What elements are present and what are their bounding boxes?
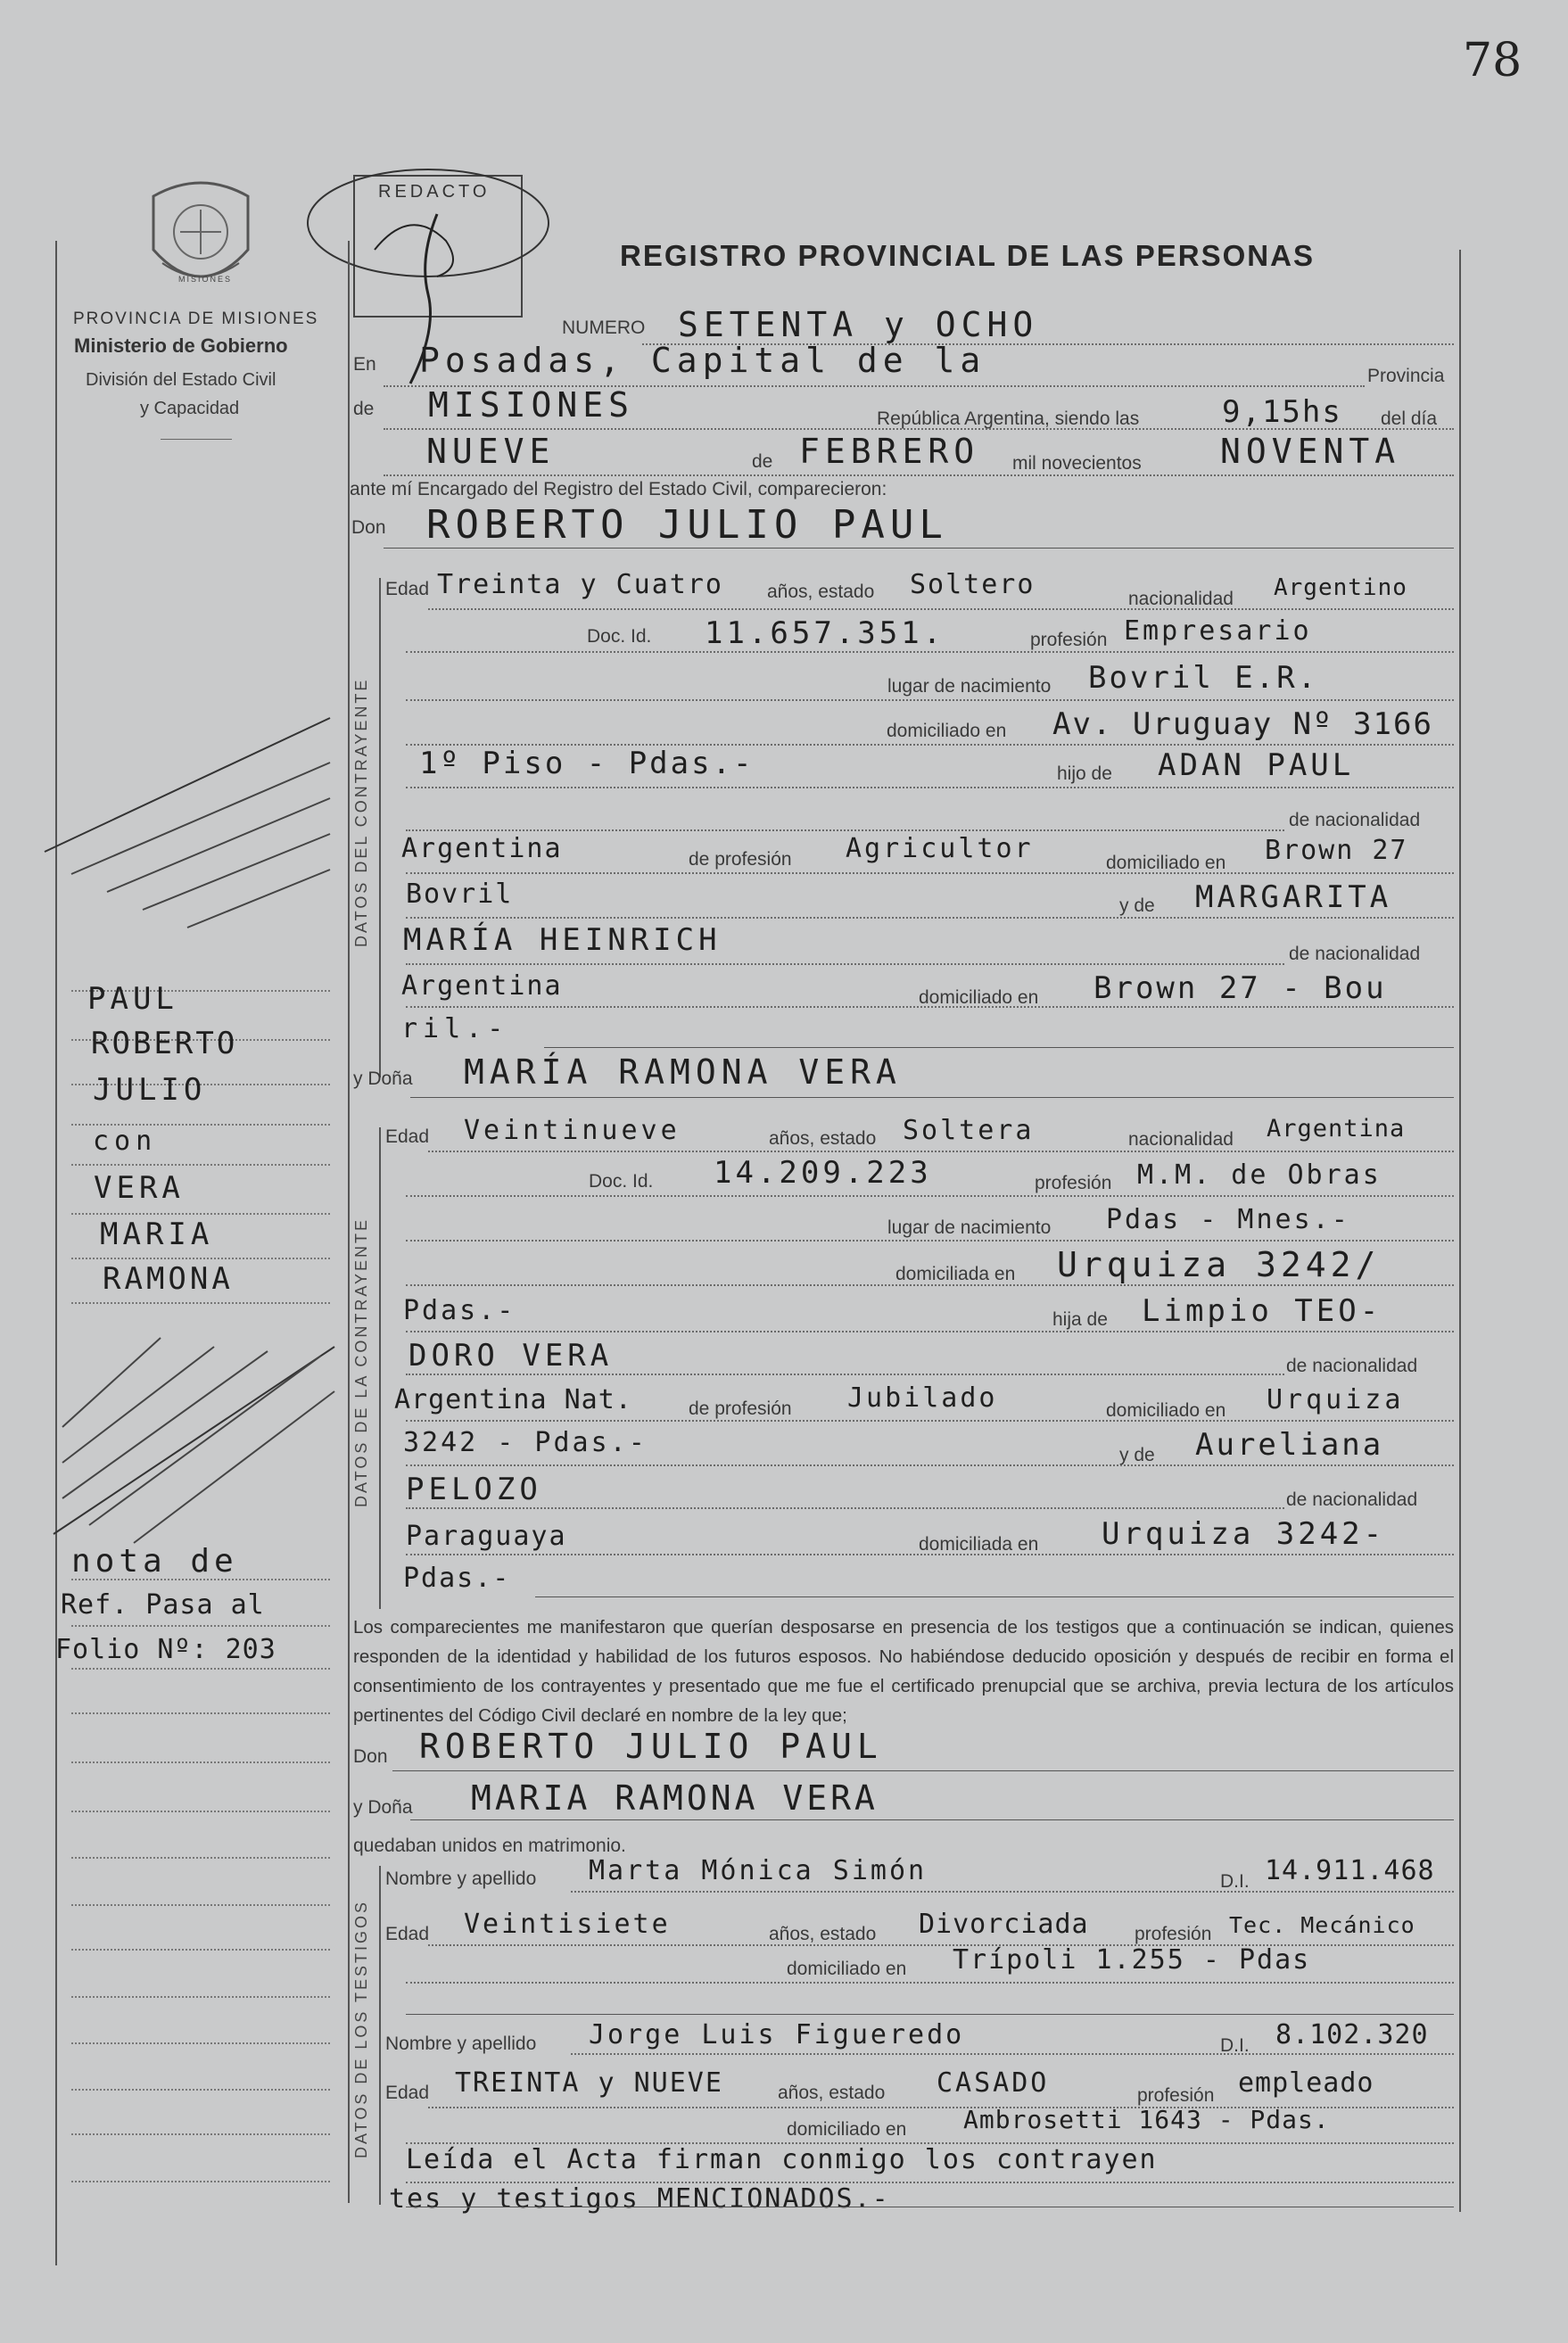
issuer-division-2: y Capacidad bbox=[140, 399, 240, 418]
stamp-label: REDACTO bbox=[378, 182, 491, 202]
contrayente-f-section-label: DATOS DE LA CONTRAYENTE bbox=[352, 1217, 370, 1507]
t2-dom-value: Ambrosetti 1643 - Pdas. bbox=[963, 2105, 1330, 2134]
declaration-text: Los comparecientes me manifestaron que querían desposarse en presencia de los testigos que a continuación se indican, quienes responden de la identidad y habilidad de los futuros esposos. No habiéndose deducido oposición y después de recibir en forma el consentimiento de los contrayentes y presentado que me fue el certificado prenupcial que se archiva, previa lectura de los artículos pertinentes del Código Civil declaré en nombre de la ley que; bbox=[353, 1617, 1454, 1726]
c-doc-rule bbox=[406, 651, 1454, 653]
margin-rule-6 bbox=[71, 1213, 330, 1215]
c-madre-dom: Brown 27 - Bou bbox=[1093, 970, 1387, 1006]
f-madre-dom-rule bbox=[406, 1554, 1454, 1555]
t1-estado-label: años, estado bbox=[769, 1924, 877, 1944]
c-domen-label: domiciliado en bbox=[1106, 853, 1226, 873]
c-doc-value: 11.657.351. bbox=[705, 615, 945, 651]
c-doc-label: Doc. Id. bbox=[587, 626, 652, 647]
c-padre-prof: Agricultor bbox=[846, 833, 1034, 864]
f-dom-value: Urquiza 3242/ bbox=[1057, 1245, 1381, 1284]
c-lugar-label: lugar de nacimiento bbox=[887, 676, 1052, 697]
margin-strike-top bbox=[36, 705, 339, 936]
c-madre-nac: Argentina bbox=[401, 970, 563, 1002]
margin-rule-16 bbox=[71, 1904, 330, 1906]
margin-rule-7 bbox=[71, 1258, 330, 1259]
c-padre-nac: Argentina bbox=[401, 833, 563, 864]
t1-estado-value: Divorciada bbox=[919, 1909, 1089, 1940]
t2-nombre-rule bbox=[571, 2053, 1454, 2055]
t1-nombre-label: Nombre y apellido bbox=[385, 1869, 537, 1889]
f-madre-2: PELOZO bbox=[406, 1472, 542, 1507]
contrayente-f-bracket bbox=[379, 1127, 381, 1609]
contrayente-section-label: DATOS DEL CONTRAYENTE bbox=[352, 677, 370, 947]
c-estado-value: Soltero bbox=[910, 569, 1036, 600]
t2-estado-label: años, estado bbox=[778, 2083, 886, 2103]
t2-nombre-label: Nombre y apellido bbox=[385, 2034, 537, 2054]
decl-dona-label: y Doña bbox=[353, 1797, 413, 1818]
don-rule bbox=[384, 548, 1454, 549]
t2-prof-label: profesión bbox=[1137, 2085, 1215, 2106]
c-dom-cont: 1º Piso - Pdas.- bbox=[419, 746, 755, 781]
c-denac-rule bbox=[406, 829, 1284, 831]
numero-value: SETENTA y OCHO bbox=[678, 305, 1039, 344]
f-madre1-rule bbox=[406, 1464, 1454, 1466]
t1-dom-label: domiciliado en bbox=[787, 1959, 907, 1979]
c-prof-label: profesión bbox=[1030, 630, 1108, 650]
f-denac-label: de nacionalidad bbox=[1286, 1356, 1418, 1376]
testigos-section-label: DATOS DE LOS TESTIGOS bbox=[352, 1899, 370, 2158]
f-lugar-rule bbox=[406, 1240, 1454, 1242]
f-dom-cont: Pdas.- bbox=[403, 1295, 516, 1326]
c-dom-value: Av. Uruguay Nº 3166 bbox=[1052, 706, 1433, 742]
c-lugar-rule bbox=[406, 699, 1454, 701]
c-nac-value: Argentino bbox=[1274, 574, 1407, 601]
hora-value: 9,15hs bbox=[1222, 394, 1342, 430]
c-deprof-label: de profesión bbox=[689, 849, 792, 870]
margin-rule-18 bbox=[71, 1996, 330, 1998]
margin-rule-5 bbox=[71, 1164, 330, 1166]
c-madre-2: MARÍA HEINRICH bbox=[403, 922, 722, 958]
f-doc-label: Doc. Id. bbox=[589, 1171, 654, 1192]
t1-dom-value: Trípoli 1.255 - Pdas bbox=[953, 1944, 1311, 1976]
f-padre2-rule bbox=[406, 1374, 1284, 1375]
c-madre-dom-cont: ril.- bbox=[401, 1013, 509, 1044]
de-rule bbox=[384, 428, 1454, 430]
t1-di-label: D.I. bbox=[1220, 1871, 1250, 1892]
f-edad-value: Veintinueve bbox=[464, 1115, 681, 1146]
issuer-rule bbox=[161, 439, 232, 440]
margin-note-5: VERA bbox=[94, 1170, 185, 1206]
f-hija-rule bbox=[406, 1331, 1454, 1332]
f-padre-2: DORO VERA bbox=[409, 1338, 614, 1374]
margin-rule-12 bbox=[71, 1712, 330, 1714]
t2-edad-value: TREINTA y NUEVE bbox=[455, 2067, 723, 2099]
margin-note-8: nota de bbox=[71, 1543, 238, 1580]
f-madre-nac: Paraguaya bbox=[406, 1521, 567, 1552]
t2-estado-value: CASADO bbox=[937, 2067, 1050, 2099]
margin-note-1: PAUL bbox=[87, 981, 178, 1017]
margin-note-10: Folio Nº: 203 bbox=[55, 1634, 276, 1665]
f-madre-nac-label: de nacionalidad bbox=[1286, 1489, 1418, 1510]
t2-di-label: D.I. bbox=[1220, 2035, 1250, 2056]
t1-edad-label: Edad bbox=[385, 1924, 430, 1944]
en-value: Posadas, Capital de la bbox=[419, 341, 986, 380]
de-label: de bbox=[353, 399, 375, 419]
mes-value: FEBRERO bbox=[799, 432, 980, 471]
f-madre2-rule bbox=[406, 1507, 1284, 1509]
don-label: Don bbox=[351, 517, 386, 538]
numero-label: NUMERO bbox=[562, 318, 646, 338]
margin-rule-15 bbox=[71, 1857, 330, 1859]
f-lugar-value: Pdas - Mnes.- bbox=[1106, 1204, 1350, 1235]
decl-don-label: Don bbox=[353, 1746, 388, 1767]
f-madre-1: Aureliana bbox=[1195, 1427, 1384, 1463]
f-padre-nac: Argentina Nat. bbox=[394, 1384, 632, 1415]
c-padre-value: ADAN PAUL bbox=[1158, 747, 1355, 783]
de2-label: de bbox=[752, 451, 773, 472]
del-dia-label: del día bbox=[1381, 408, 1438, 429]
c-estado-label: años, estado bbox=[767, 582, 875, 602]
t2-nombre-value: Jorge Luis Figueredo bbox=[589, 2019, 965, 2050]
margin-rule-22 bbox=[71, 2181, 330, 2182]
t2-edad-label: Edad bbox=[385, 2083, 430, 2103]
t1-edad-value: Veintisiete bbox=[464, 1909, 671, 1940]
c-lugar-value: Bovril E.R. bbox=[1088, 660, 1319, 696]
en-label: En bbox=[353, 354, 376, 375]
f-edad-label: Edad bbox=[385, 1126, 430, 1147]
testigos-bracket bbox=[379, 1866, 381, 2205]
f-domiciliado-label: domiciliado en bbox=[1106, 1400, 1226, 1421]
margin-rule-20 bbox=[71, 2089, 330, 2091]
seal-text: MISIONES bbox=[178, 275, 233, 284]
dia-value: NUEVE bbox=[426, 432, 556, 471]
c-denac-label: de nacionalidad bbox=[1289, 810, 1421, 830]
f-prof-label: profesión bbox=[1035, 1173, 1112, 1193]
decl-don-value: ROBERTO JULIO PAUL bbox=[419, 1727, 883, 1766]
margin-rule-14 bbox=[71, 1811, 330, 1812]
dona-rule bbox=[410, 1097, 1454, 1098]
republica-label: República Argentina, siendo las bbox=[877, 408, 1140, 429]
f-nac-label: nacionalidad bbox=[1128, 1129, 1234, 1150]
decl-dona-rule bbox=[410, 1819, 1454, 1820]
t2-di-value: 8.102.320 bbox=[1275, 2019, 1429, 2050]
c-madre1-rule bbox=[406, 917, 1454, 919]
margin-note-9: Ref. Pasa al bbox=[61, 1589, 265, 1621]
left-margin-border bbox=[55, 241, 57, 2265]
margin-rule-11 bbox=[71, 1668, 330, 1670]
closing-line-1: Leída el Acta firman conmigo los contrayen bbox=[406, 2144, 1158, 2175]
form-left-border bbox=[348, 241, 350, 2203]
t1-dom-rule bbox=[406, 1982, 1454, 1984]
don-value: ROBERTO JULIO PAUL bbox=[426, 502, 948, 548]
c-hijo-label: hijo de bbox=[1057, 763, 1112, 784]
c-madre-1: MARGARITA bbox=[1195, 879, 1392, 915]
margin-note-4: con bbox=[93, 1126, 158, 1157]
f-padre-dom-cont: 3242 - Pdas.- bbox=[403, 1427, 648, 1458]
provincia-label: Provincia bbox=[1367, 366, 1445, 386]
margin-note-6: MARIA bbox=[100, 1217, 214, 1252]
issuer-province: PROVINCIA DE MISIONES bbox=[73, 309, 319, 328]
testigo-separator bbox=[406, 2014, 1454, 2015]
c-nac-label: nacionalidad bbox=[1128, 589, 1234, 609]
f-padre-1: Limpio TEO- bbox=[1142, 1293, 1382, 1329]
margin-rule-17 bbox=[71, 1949, 330, 1951]
c-yde-label: y de bbox=[1119, 895, 1155, 916]
mil-label: mil novecientos bbox=[1012, 453, 1142, 474]
f-padre-prof: Jubilado bbox=[847, 1382, 998, 1414]
c-madre2-rule bbox=[406, 963, 1284, 965]
c-padre-dom-cont: Bovril bbox=[406, 879, 514, 910]
contrayente-bracket bbox=[379, 578, 381, 1077]
f-hija-label: hija de bbox=[1052, 1309, 1108, 1330]
f-domiciliada-label: domiciliada en bbox=[919, 1534, 1039, 1555]
c-madre-nac-label: de nacionalidad bbox=[1289, 944, 1421, 964]
f-edad-rule bbox=[428, 1151, 1454, 1152]
c-padre-rule bbox=[406, 872, 1454, 874]
f-lugar-label: lugar de nacimiento bbox=[887, 1217, 1052, 1238]
dona-label: y Doña bbox=[353, 1068, 413, 1089]
margin-note-3: JULIO bbox=[93, 1072, 207, 1108]
f-estado-value: Soltera bbox=[903, 1115, 1035, 1146]
c-padre-dom: Brown 27 bbox=[1265, 835, 1408, 866]
page-number: 78 bbox=[1463, 34, 1523, 87]
f-padre-dom: Urquiza bbox=[1267, 1384, 1405, 1415]
margin-rule-21 bbox=[71, 2133, 330, 2135]
c-edad-rule bbox=[428, 608, 1454, 610]
closing-line-2: tes y testigos MENCIONADOS.- bbox=[389, 2183, 890, 2215]
t2-dom-label: domiciliado en bbox=[787, 2119, 907, 2140]
margin-rule-10 bbox=[71, 1625, 330, 1627]
issuer-division-1: División del Estado Civil bbox=[86, 370, 276, 390]
f-yde-label: y de bbox=[1119, 1445, 1155, 1465]
t1-nombre-value: Marta Mónica Simón bbox=[589, 1855, 928, 1886]
t1-prof-label: profesión bbox=[1135, 1924, 1212, 1944]
de-value: MISIONES bbox=[428, 385, 635, 425]
f-madre-dom: Urquiza 3242- bbox=[1102, 1516, 1386, 1552]
f-deprof-label: de profesión bbox=[689, 1398, 792, 1419]
margin-rule-13 bbox=[71, 1761, 330, 1763]
c-edad-value: Treinta y Cuatro bbox=[437, 569, 723, 600]
c-madre-dom-label: domiciliado en bbox=[919, 987, 1039, 1008]
c-edad-label: Edad bbox=[385, 579, 430, 599]
c-madre-dom-rule bbox=[406, 1006, 1454, 1008]
decl-don-rule bbox=[392, 1770, 1454, 1771]
margin-note-2: ROBERTO bbox=[91, 1026, 238, 1061]
f-padre-rule bbox=[406, 1420, 1454, 1422]
dona-value: MARÍA RAMONA VERA bbox=[464, 1052, 902, 1092]
c-prof-value: Empresario bbox=[1124, 615, 1312, 647]
f-nac-value: Argentina bbox=[1267, 1115, 1406, 1143]
page-title: REGISTRO PROVINCIAL DE LAS PERSONAS bbox=[620, 239, 1315, 272]
t1-nombre-rule bbox=[571, 1891, 1454, 1893]
form-right-border bbox=[1459, 250, 1461, 2212]
f-estado-label: años, estado bbox=[769, 1128, 877, 1149]
decl-dona-value: MARIA RAMONA VERA bbox=[471, 1778, 879, 1818]
f-dom-label: domiciliada en bbox=[895, 1264, 1016, 1284]
f-prof-value: M.M. de Obras bbox=[1137, 1159, 1382, 1191]
c-dom-label: domiciliado en bbox=[887, 721, 1007, 741]
ante-mi-text: ante mí Encargado del Registro del Estado Civil, comparecieron: bbox=[350, 479, 887, 499]
margin-rule-8 bbox=[71, 1302, 330, 1304]
issuer-ministry: Ministerio de Gobierno bbox=[74, 334, 288, 357]
margin-strike-bottom bbox=[36, 1320, 339, 1552]
anio-value: NOVENTA bbox=[1220, 432, 1401, 471]
f-dom-rule bbox=[406, 1284, 1454, 1286]
dia-rule bbox=[384, 474, 1454, 476]
f-madre-dom-cont: Pdas.- bbox=[403, 1563, 511, 1594]
t1-di-value: 14.911.468 bbox=[1265, 1855, 1435, 1886]
f-end-rule bbox=[535, 1596, 1454, 1597]
f-doc-value: 14.209.223 bbox=[714, 1155, 932, 1191]
t1-prof-value: Tec. Mecánico bbox=[1229, 1912, 1415, 1938]
t2-prof-value: empleado bbox=[1238, 2067, 1374, 2099]
margin-note-7: RAMONA bbox=[103, 1261, 234, 1297]
margin-rule-19 bbox=[71, 2042, 330, 2044]
c-hijo-rule bbox=[406, 787, 1454, 788]
c-end-rule bbox=[544, 1047, 1454, 1048]
unidos-text: quedaban unidos en matrimonio. bbox=[353, 1836, 626, 1856]
f-doc-rule bbox=[406, 1195, 1454, 1197]
